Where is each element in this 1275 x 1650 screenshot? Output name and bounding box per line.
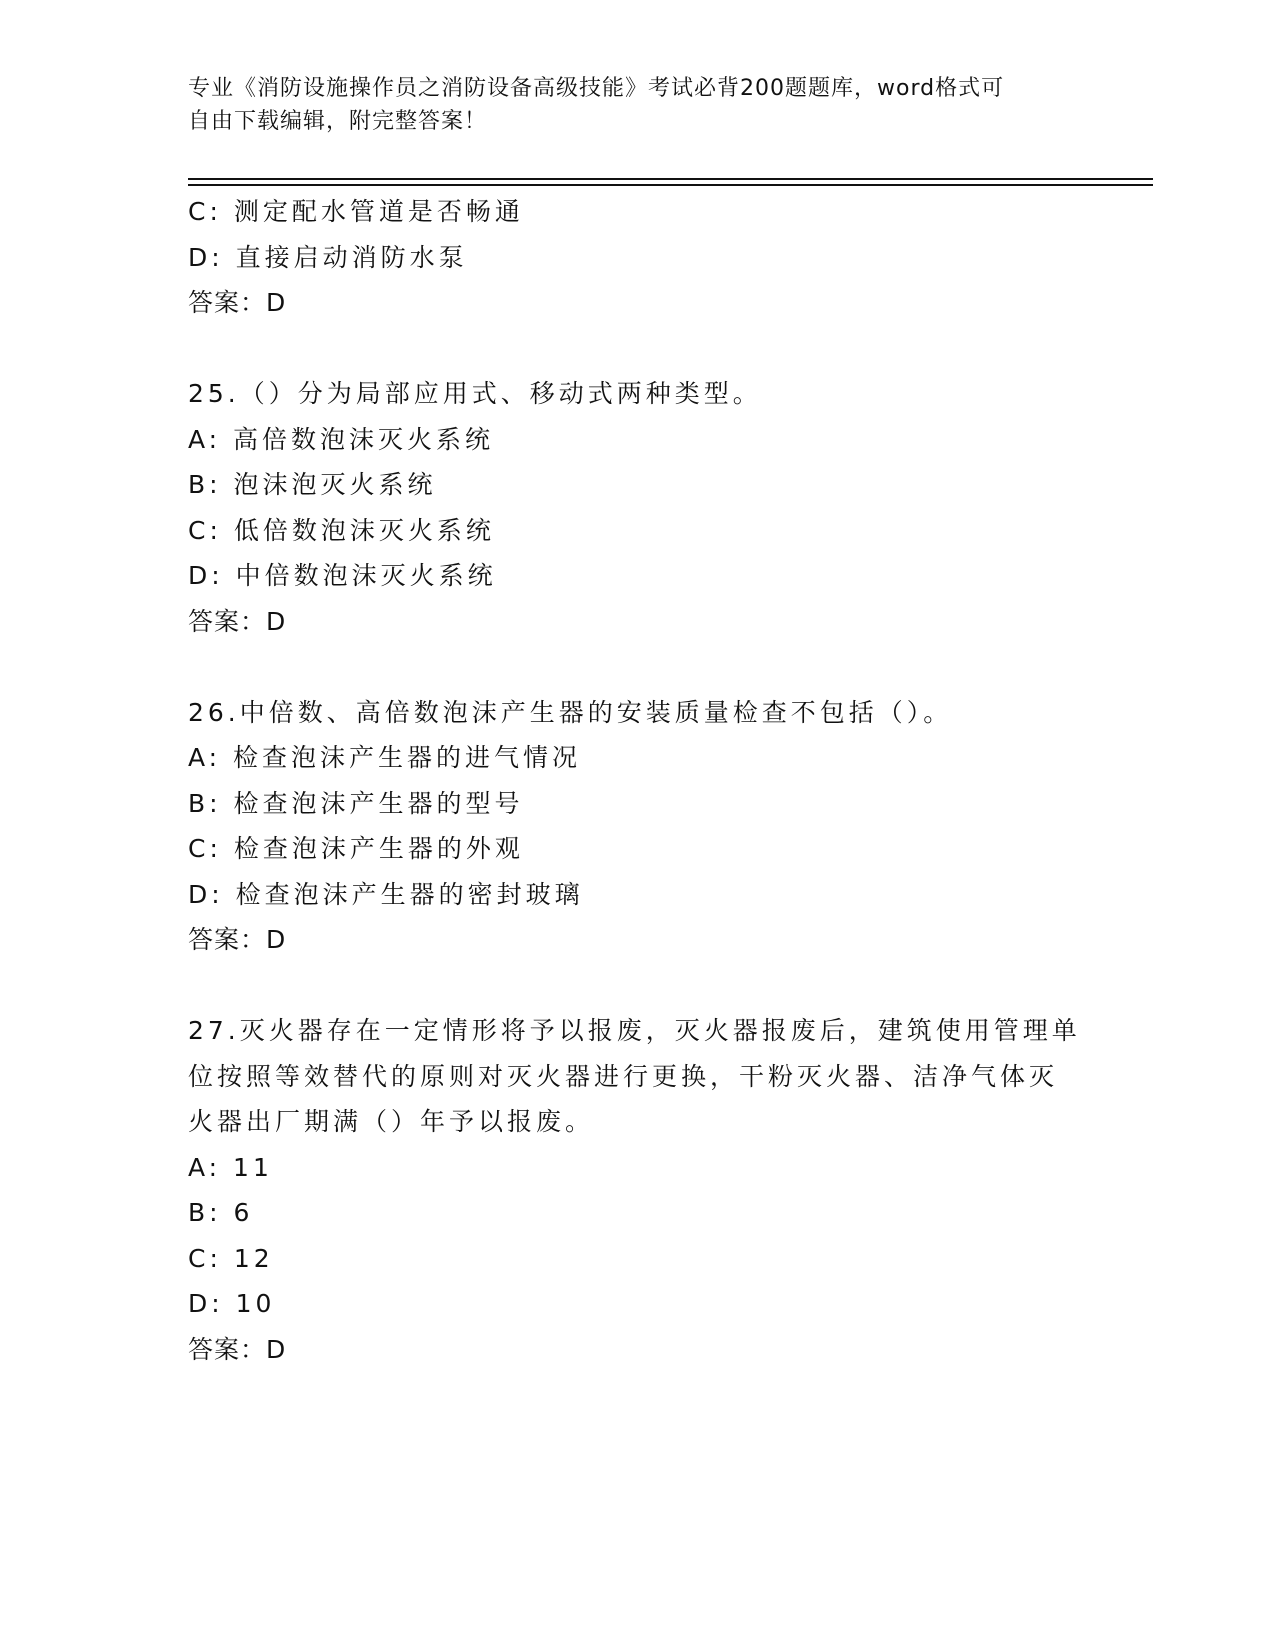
option-d: D: 中倍数泡沫灭火系统 — [188, 561, 497, 590]
question-26: 26.中倍数、高倍数泡沫产生器的安装质量检查不包括（）。 — [188, 697, 953, 727]
answer: 答案：D — [188, 925, 287, 954]
document-header — [188, 72, 1068, 138]
option-a: A: 高倍数泡沫灭火系统 — [188, 424, 495, 454]
header-line-2: 自由下载编辑，附完整答案！ — [188, 109, 488, 134]
option-c: C: 检查泡沫产生器的外观 — [188, 834, 524, 863]
header-line-1: 专业《消防设施操作员之消防设备高级技能》考试必背200题题库，word格式可 — [188, 76, 1005, 101]
header-divider-top — [188, 178, 1153, 180]
answer: 答案：D — [188, 288, 287, 317]
option-b: B: 检查泡沫产生器的型号 — [188, 788, 524, 818]
option-d: D: 10 — [188, 1289, 276, 1318]
answer: 答案：D — [188, 1334, 287, 1364]
option-c: C: 12 — [188, 1243, 274, 1273]
question-25: 25.（）分为局部应用式、移动式两种类型。 — [188, 379, 762, 408]
option-b: B: 6 — [188, 1198, 254, 1227]
question-27-line-2: 位按照等效替代的原则对灭火器进行更换，干粉灭火器、洁净气体灭 — [188, 1061, 1059, 1091]
option-a: A: 检查泡沫产生器的进气情况 — [188, 743, 582, 772]
option-a: A: 11 — [188, 1152, 273, 1182]
header-divider-bottom — [188, 184, 1153, 186]
option-d: D: 直接启动消防水泵 — [188, 242, 468, 272]
document-body — [188, 189, 1088, 1372]
option-c: C: 低倍数泡沫灭火系统 — [188, 515, 495, 545]
answer: 答案：D — [188, 606, 287, 636]
option-c: C: 测定配水管道是否畅通 — [188, 197, 524, 226]
option-d: D: 检查泡沫产生器的密封玻璃 — [188, 879, 584, 909]
option-b: B: 泡沫泡灭火系统 — [188, 470, 437, 499]
question-27-line-1: 27.灭火器存在一定情形将予以报废，灭火器报废后，建筑使用管理单 — [188, 1016, 1081, 1045]
question-27-line-3: 火器出厂期满（）年予以报废。 — [188, 1107, 595, 1136]
